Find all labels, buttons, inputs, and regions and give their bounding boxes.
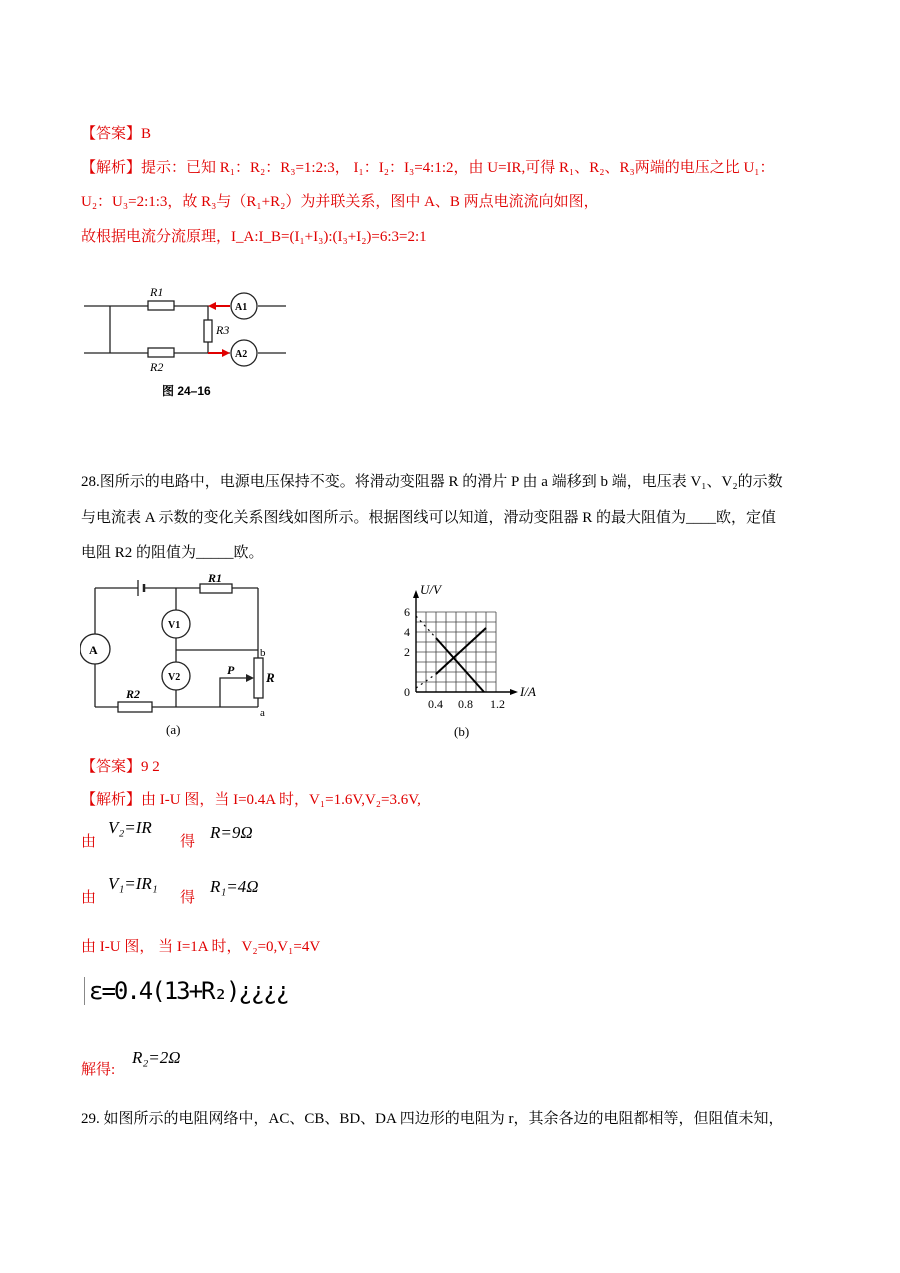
a1-label: A1 <box>235 302 248 313</box>
q28-question-line3: 电阻 R2 的阻值为_____欧。 <box>81 545 264 561</box>
r1-label: R1 <box>208 574 223 585</box>
analysis-line <box>81 156 775 177</box>
analysis-text-2: U₂：U₃=2:1:3，故 R₃与（R₁+R₂）为并联关系，图中 A、B 两点电流流向如图， <box>81 194 599 210</box>
answer-line <box>81 122 151 143</box>
step1-mid: 得 <box>180 834 196 850</box>
epsilon-formula: ε=0.4(13+R₂)¿¿¿¿ <box>84 977 288 1005</box>
ytick-2: 2 <box>404 645 410 659</box>
graph-caption: (b) <box>454 724 470 739</box>
r2-label: R2 <box>126 687 141 701</box>
analysis-text: 由 I-U 图，当 I=0.4A 时，V₁=1.6V,V₂=3.6V, <box>141 792 421 808</box>
ytick-6: 6 <box>404 605 410 619</box>
iu-graph-b <box>396 580 546 740</box>
step1-formula: V₂=IR <box>108 818 152 837</box>
circuit-caption: (a) <box>166 722 181 737</box>
analysis-label: 【解析】 <box>81 160 142 176</box>
ammeter-label: A <box>89 643 98 657</box>
r1-label: R1 <box>150 285 164 299</box>
ytick-4: 4 <box>404 625 410 639</box>
q28-analysis-text-2: 由 I-U 图， 当 I=1A 时，V₂=0,V₁=4V <box>81 939 321 955</box>
step1-prefix: 由 <box>81 834 97 850</box>
xtick-04: 0.4 <box>428 697 443 711</box>
b-label: b <box>260 647 266 659</box>
v2-label: V2 <box>168 672 181 683</box>
graph-xlabel: I/A <box>520 684 536 699</box>
step2-prefix: 由 <box>81 890 97 906</box>
step1-result: R=9Ω <box>210 823 253 842</box>
analysis-label: 【解析】 <box>81 792 142 808</box>
solve-prefix: 解得: <box>81 1062 116 1078</box>
step2-formula: V₁=IR₁ <box>108 874 158 893</box>
answer-label: 【答案】 <box>81 759 142 775</box>
r3-label: R3 <box>216 323 230 337</box>
figure-caption: 图 24–16 <box>162 384 211 398</box>
q28-analysis-line <box>81 788 421 809</box>
step2-mid: 得 <box>180 890 196 906</box>
answer-label: 【答案】 <box>81 126 142 142</box>
step2-result: R₁=4Ω <box>210 877 259 896</box>
a2-label: A2 <box>235 349 248 360</box>
a-label: a <box>260 707 265 719</box>
r-label: R <box>266 670 275 685</box>
v1-label: V1 <box>168 620 181 631</box>
answer-value: B <box>141 126 152 142</box>
q28-answer-line <box>81 755 160 776</box>
analysis-text-3: 故根据电流分流原理，I_A:I_B=(I₁+I₃):(I₃+I₂)=6:3=2:1 <box>81 229 427 245</box>
analysis-text: 提示：已知 R₁：R₂：R₃=1:2:3， I₁：I₂：I₃=4:1:2，由 U=IR,可得 R₁、R₂、R₃两端的电压之比 U₁： <box>141 160 775 176</box>
p-label: P <box>227 663 235 677</box>
q28-question-line2: 与电流表 A 示数的变化关系图线如图所示。根据图线可以知道，滑动变阻器 R 的最大阻值为____欧，定值 <box>81 510 777 526</box>
figure-24-16 <box>80 282 290 400</box>
q29-question-line1: 29. 如图所示的电阻网络中，AC、CB、BD、DA 四边形的电阻为 r，其余各边的电阻都相等，但阻值未知， <box>81 1111 784 1127</box>
circuit-diagram-a <box>80 574 280 740</box>
xtick-08: 0.8 <box>458 697 473 711</box>
q28-question-line1: 28.图所示的电路中，电源电压保持不变。将滑动变阻器 R 的滑片 P 由 a 端移到 b 端，电压表 V₁、V₂的示数 <box>81 474 783 490</box>
graph-ylabel: U/V <box>420 582 441 597</box>
xtick-12: 1.2 <box>490 697 505 711</box>
r2-label: R2 <box>150 360 164 374</box>
solve-result: R₂=2Ω <box>132 1048 181 1067</box>
answer-value: 9 2 <box>141 759 160 775</box>
ytick-0: 0 <box>404 685 410 699</box>
